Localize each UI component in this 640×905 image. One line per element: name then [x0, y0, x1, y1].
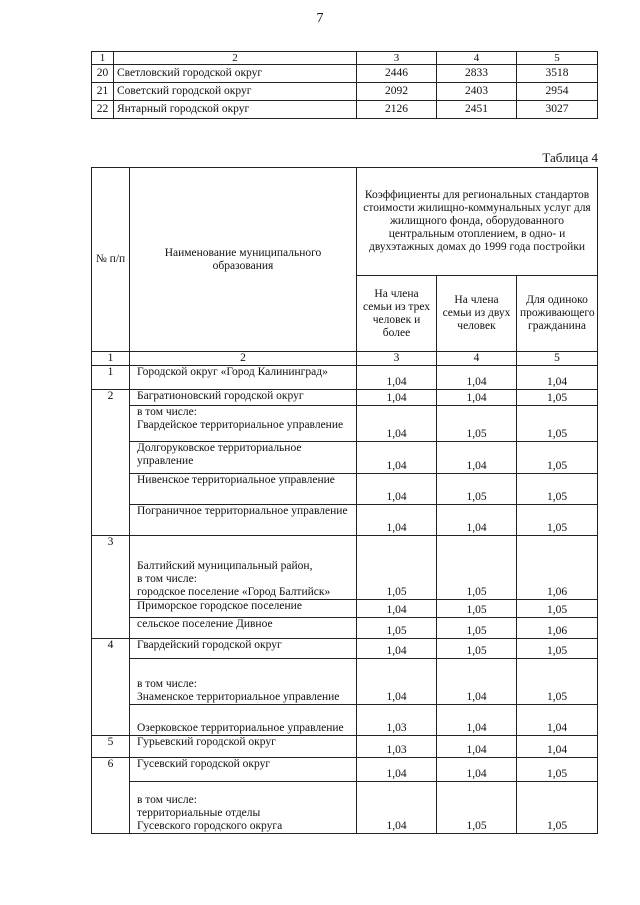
- column-number: 1: [92, 352, 130, 366]
- municipality-name: [130, 618, 357, 639]
- coefficient-value: 1,06: [517, 536, 598, 600]
- column-numbers-row: [92, 352, 598, 366]
- coefficient-value: 1,04: [437, 705, 517, 736]
- municipality-name: [130, 659, 357, 705]
- name-line: территориальные отделы: [137, 807, 261, 819]
- column-number: 4: [437, 352, 517, 366]
- coefficient-value: 1,05: [517, 505, 598, 536]
- row-number: 21: [92, 83, 114, 101]
- column-number: 2: [130, 352, 357, 366]
- row-number: 20: [92, 65, 114, 83]
- page-number: 7: [316, 11, 324, 26]
- name-line: в том числе:: [137, 678, 197, 690]
- coefficient-value: 1,05: [517, 639, 598, 659]
- coefficient-value: 1,04: [357, 659, 437, 705]
- value-cell: 2451: [437, 101, 517, 119]
- coefficient-value: 1,04: [357, 600, 437, 618]
- value-cell: 2126: [357, 101, 437, 119]
- name-line: Пограничное территориальное управление: [137, 505, 348, 517]
- name-line: в том числе:: [137, 573, 197, 585]
- coefficient-value: 1,05: [357, 618, 437, 639]
- coefficient-value: 1,05: [517, 474, 598, 505]
- value-cell: 3027: [517, 101, 598, 119]
- coefficient-value: 1,05: [437, 639, 517, 659]
- table-row: [92, 406, 598, 442]
- coefficient-value: 1,04: [357, 366, 437, 390]
- header-sub-3: На члена семьи из трех человек и более: [357, 276, 437, 352]
- column-number: 4: [437, 52, 517, 65]
- coefficient-value: 1,05: [517, 782, 598, 834]
- name-line: сельское поселение Дивное: [137, 618, 273, 630]
- name-line: Гвардейское территориальное управление: [137, 419, 344, 431]
- table-row: [92, 618, 598, 639]
- row-number: 2: [92, 390, 130, 536]
- header-num: № п/п: [92, 168, 130, 352]
- table-row: [92, 390, 598, 406]
- name-line: Озерковское территориальное управление: [137, 722, 344, 734]
- coefficient-value: 1,04: [437, 736, 517, 758]
- header-sub-5: Для одиноко проживающего гражданина: [517, 276, 598, 352]
- table-row: [92, 366, 598, 390]
- table-row: [92, 705, 598, 736]
- continuation-header-row: [92, 52, 598, 65]
- municipality-name: [130, 390, 357, 406]
- coefficient-value: 1,04: [357, 639, 437, 659]
- municipality-name: [130, 505, 357, 536]
- row-number: 1: [92, 366, 130, 390]
- name-line: Гвардейский городской округ: [137, 639, 282, 651]
- row-number: 5: [92, 736, 130, 758]
- coefficient-value: 1,05: [437, 474, 517, 505]
- coefficient-value: 1,04: [437, 659, 517, 705]
- table-row: [92, 83, 598, 101]
- continuation-table: [91, 51, 598, 119]
- coefficient-value: 1,04: [357, 782, 437, 834]
- table-row: [92, 505, 598, 536]
- value-cell: 2833: [437, 65, 517, 83]
- coefficient-value: 1,05: [437, 600, 517, 618]
- value-cell: 2403: [437, 83, 517, 101]
- municipality-name: [130, 536, 357, 600]
- name-line: Балтийский муниципальный район,: [137, 560, 313, 572]
- coefficient-value: 1,04: [517, 705, 598, 736]
- municipality-name: [130, 639, 357, 659]
- column-number: 1: [92, 52, 114, 65]
- column-number: 3: [357, 352, 437, 366]
- row-number: 3: [92, 536, 130, 639]
- municipality-name: Янтарный городской округ: [114, 101, 357, 119]
- table-row: [92, 736, 598, 758]
- table-row: [92, 758, 598, 782]
- name-line: Знаменское территориальное управление: [137, 691, 340, 703]
- column-number: 2: [114, 52, 357, 65]
- name-line: Багратионовский городской округ: [137, 390, 304, 402]
- column-number: 5: [517, 52, 598, 65]
- municipality-name: [130, 600, 357, 618]
- table-row: [92, 600, 598, 618]
- coefficient-value: 1,04: [517, 736, 598, 758]
- municipality-name: [130, 758, 357, 782]
- coefficient-value: 1,04: [437, 758, 517, 782]
- municipality-name: [130, 705, 357, 736]
- coefficient-value: 1,04: [357, 406, 437, 442]
- column-number: 3: [357, 52, 437, 65]
- municipality-name: Советский городской округ: [114, 83, 357, 101]
- coefficient-value: 1,04: [517, 366, 598, 390]
- coefficient-value: 1,04: [357, 442, 437, 474]
- name-line: в том числе:: [137, 794, 197, 806]
- value-cell: 3518: [517, 65, 598, 83]
- coefficient-value: 1,03: [357, 705, 437, 736]
- table-row: [92, 65, 598, 83]
- municipality-name: [130, 736, 357, 758]
- column-number: 5: [517, 352, 598, 366]
- row-number: 6: [92, 758, 130, 834]
- municipality-name: Светловский городской округ: [114, 65, 357, 83]
- coefficient-value: 1,04: [437, 366, 517, 390]
- coefficient-value: 1,06: [517, 618, 598, 639]
- coefficient-value: 1,05: [437, 782, 517, 834]
- coefficient-value: 1,05: [437, 618, 517, 639]
- municipality-name: [130, 474, 357, 505]
- table-row: [92, 474, 598, 505]
- value-cell: 2092: [357, 83, 437, 101]
- name-line: Приморское городское поселение: [137, 600, 302, 612]
- coefficient-value: 1,04: [437, 390, 517, 406]
- coefficient-value: 1,04: [357, 505, 437, 536]
- table-row: [92, 442, 598, 474]
- header-name: Наименование муниципального образования: [130, 168, 357, 352]
- name-line: Городской округ «Город Калининград»: [137, 366, 328, 378]
- coefficient-value: 1,04: [437, 442, 517, 474]
- coefficient-value: 1,05: [357, 536, 437, 600]
- coefficient-value: 1,05: [517, 659, 598, 705]
- name-line: Гурьевский городской округ: [137, 736, 276, 748]
- coefficient-value: 1,04: [437, 505, 517, 536]
- name-line: Долгоруковское территориальное управление: [137, 442, 302, 467]
- name-line: Нивенское территориальное управление: [137, 474, 335, 486]
- table-label: Таблица 4: [542, 150, 598, 165]
- coefficient-value: 1,05: [517, 406, 598, 442]
- coefficient-value: 1,05: [517, 390, 598, 406]
- coefficient-value: 1,05: [517, 600, 598, 618]
- municipality-name: [130, 406, 357, 442]
- header-coefficients: Коэффициенты для региональных стандартов стоимости жилищно-коммунальных услуг для жилищного фонда, оборудованного центральным отоплением, в одно- и двухэтажных домах до 1999 года постройки: [357, 168, 598, 276]
- coefficient-value: 1,04: [357, 474, 437, 505]
- coefficient-value: 1,05: [517, 442, 598, 474]
- table-row: [92, 782, 598, 834]
- value-cell: 2954: [517, 83, 598, 101]
- name-line: Гусевского городского округа: [137, 820, 283, 832]
- municipality-name: [130, 442, 357, 474]
- table-row: [92, 536, 598, 600]
- coefficient-value: 1,05: [437, 406, 517, 442]
- name-line: Гусевский городской округ: [137, 758, 271, 770]
- row-number: 4: [92, 639, 130, 736]
- name-line: в том числе:: [137, 406, 197, 418]
- municipality-name: [130, 782, 357, 834]
- coefficient-value: 1,05: [437, 536, 517, 600]
- name-line: городское поселение «Город Балтийск»: [137, 586, 331, 598]
- municipality-name: [130, 366, 357, 390]
- header-sub-4: На члена семьи из двух человек: [437, 276, 517, 352]
- table-row: [92, 101, 598, 119]
- coefficient-value: 1,03: [357, 736, 437, 758]
- table-row: [92, 659, 598, 705]
- row-number: 22: [92, 101, 114, 119]
- table-row: [92, 639, 598, 659]
- value-cell: 2446: [357, 65, 437, 83]
- coefficient-value: 1,04: [357, 390, 437, 406]
- coefficient-value: 1,05: [517, 758, 598, 782]
- coefficients-table: [91, 167, 598, 834]
- coefficient-value: 1,04: [357, 758, 437, 782]
